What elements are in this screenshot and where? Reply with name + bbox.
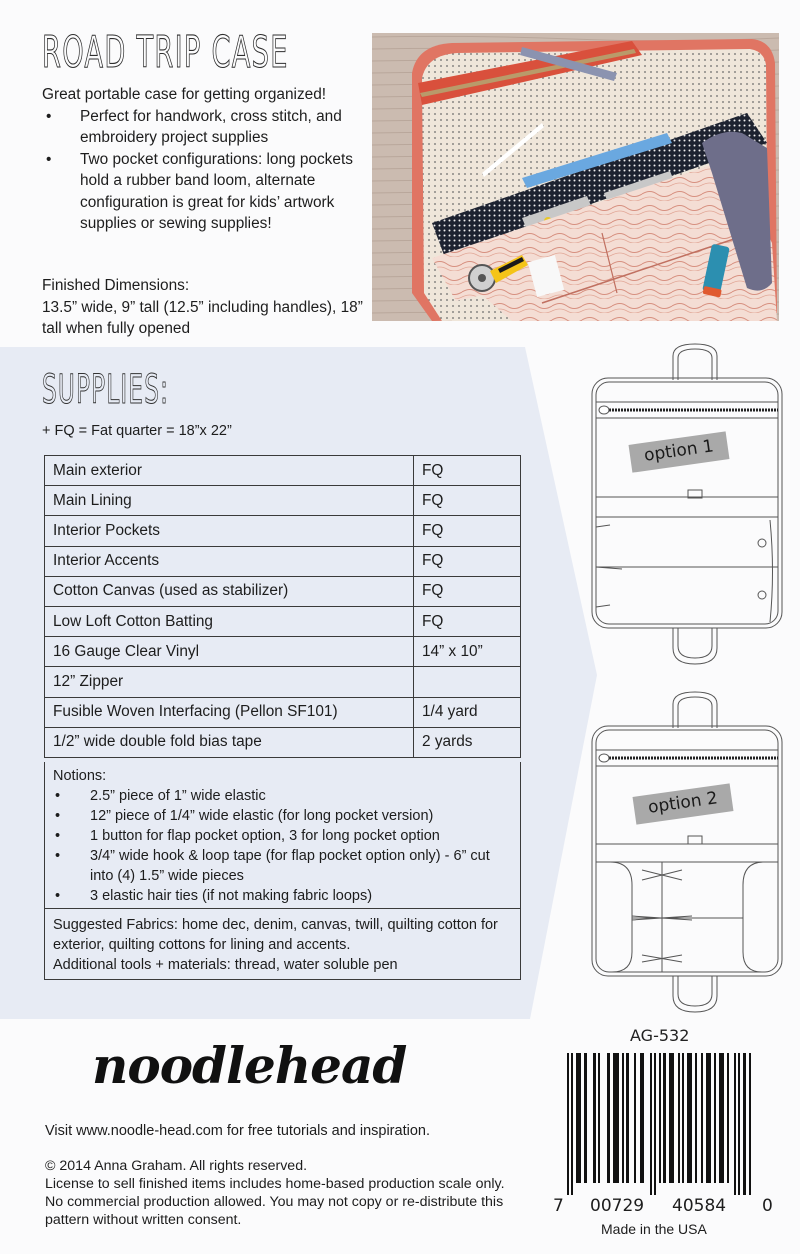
table-row (45, 606, 521, 636)
table-row (45, 667, 521, 697)
table-row (45, 456, 521, 486)
suggested-fabrics-box (44, 909, 521, 980)
diagram-option-2 (590, 690, 800, 1020)
table-row (45, 516, 521, 546)
supply-item: Fusible Woven Interfacing (Pellon SF101) (45, 697, 414, 727)
supply-item: Cotton Canvas (used as stabilizer) (45, 576, 414, 606)
visit-website-text: Visit www.noodle-head.com for free tutorials and inspiration. (45, 1123, 430, 1139)
option-1-label: option 1 (629, 431, 730, 472)
noodlehead-logo: noodlehead (92, 1036, 407, 1095)
feature-item: • Two pocket configurations: long pockets hold a rubber band loom, alternate configuration is great for kids’ artwork supplies or sewing supplies! (42, 149, 372, 235)
made-in-usa: Made in the USA (601, 1221, 707, 1237)
supply-item: Interior Pockets (45, 516, 414, 546)
supply-amount: 2 yards (414, 727, 521, 757)
fat-quarter-note: + FQ = Fat quarter = 18”x 22” (42, 423, 232, 439)
supply-amount (414, 667, 521, 697)
option-2-label: option 2 (633, 783, 734, 824)
copyright: © 2014 Anna Graham. All rights reserved. (45, 1158, 308, 1174)
supply-amount: FQ (414, 546, 521, 576)
tagline: Great portable case for getting organized! (42, 86, 327, 103)
supply-item: Main exterior (45, 456, 414, 486)
notion-item: • 3 elastic hair ties (if not making fabric loops) (53, 886, 512, 906)
license-text: License to sell finished items includes home-based production scale only. No commercial production allowed. You may not copy or re-distribute this pattern without written consent. (45, 1176, 505, 1228)
legal-block (45, 1157, 515, 1229)
suggested-fabrics: Suggested Fabrics: home dec, denim, canvas, twill, quilting cotton for exterior, quilting cottons for lining and accents. (53, 917, 498, 953)
intro-block (42, 84, 372, 235)
barcode-icon (567, 1053, 757, 1195)
notion-item: • 2.5” piece of 1” wide elastic (53, 786, 512, 806)
notions-box (44, 762, 521, 909)
supply-item: Main Lining (45, 486, 414, 516)
barcode-digits-right: 40584 (672, 1196, 727, 1216)
supply-amount: FQ (414, 456, 521, 486)
supply-amount: FQ (414, 516, 521, 546)
product-photo (372, 33, 779, 321)
table-row (45, 486, 521, 516)
feature-item: • Perfect for handwork, cross stitch, and embroidery project supplies (42, 106, 372, 149)
supply-amount: FQ (414, 486, 521, 516)
dimensions-label: Finished Dimensions: (42, 277, 190, 294)
product-photo-illustration (372, 33, 779, 321)
table-row (45, 576, 521, 606)
case-line-drawing-icon (590, 342, 800, 672)
supplies-table (44, 455, 521, 758)
supply-amount: 1/4 yard (414, 697, 521, 727)
supply-item: 12” Zipper (45, 667, 414, 697)
notion-item: • 1 button for flap pocket option, 3 for long pocket option (53, 826, 512, 846)
barcode-digit-first: 7 (553, 1196, 564, 1216)
case-line-drawing-icon (590, 690, 800, 1020)
feature-list (42, 106, 372, 235)
table-row (45, 546, 521, 576)
additional-tools: Additional tools + materials: thread, water soluble pen (53, 957, 398, 973)
notion-item: • 3/4” wide hook & loop tape (for flap pocket option only) - 6” cut into (4) 1.5” wide pieces (53, 846, 512, 886)
supply-amount: FQ (414, 606, 521, 636)
table-row (45, 727, 521, 757)
supply-item: 16 Gauge Clear Vinyl (45, 637, 414, 667)
barcode-digits-left: 00729 (590, 1196, 645, 1216)
supply-amount: 14” x 10” (414, 637, 521, 667)
supply-amount: FQ (414, 576, 521, 606)
dimensions-text: 13.5” wide, 9” tall (12.5” including handles), 18” tall when fully opened (42, 298, 363, 337)
barcode-digit-last: 0 (762, 1196, 773, 1216)
table-row (45, 637, 521, 667)
notions-label: Notions: (53, 768, 107, 784)
table-row (45, 697, 521, 727)
supply-item: Low Loft Cotton Batting (45, 606, 414, 636)
supply-item: Interior Accents (45, 546, 414, 576)
supplies-heading: SUPPLIES: (42, 367, 170, 413)
notions-list (53, 786, 512, 906)
pattern-sku: AG-532 (630, 1026, 690, 1045)
notion-item: • 12” piece of 1/4” wide elastic (for long pocket version) (53, 806, 512, 826)
supply-item: 1/2” wide double fold bias tape (45, 727, 414, 757)
diagram-option-1 (590, 342, 800, 672)
finished-dimensions (42, 275, 372, 340)
pattern-title: ROAD TRIP CASE (42, 27, 289, 78)
